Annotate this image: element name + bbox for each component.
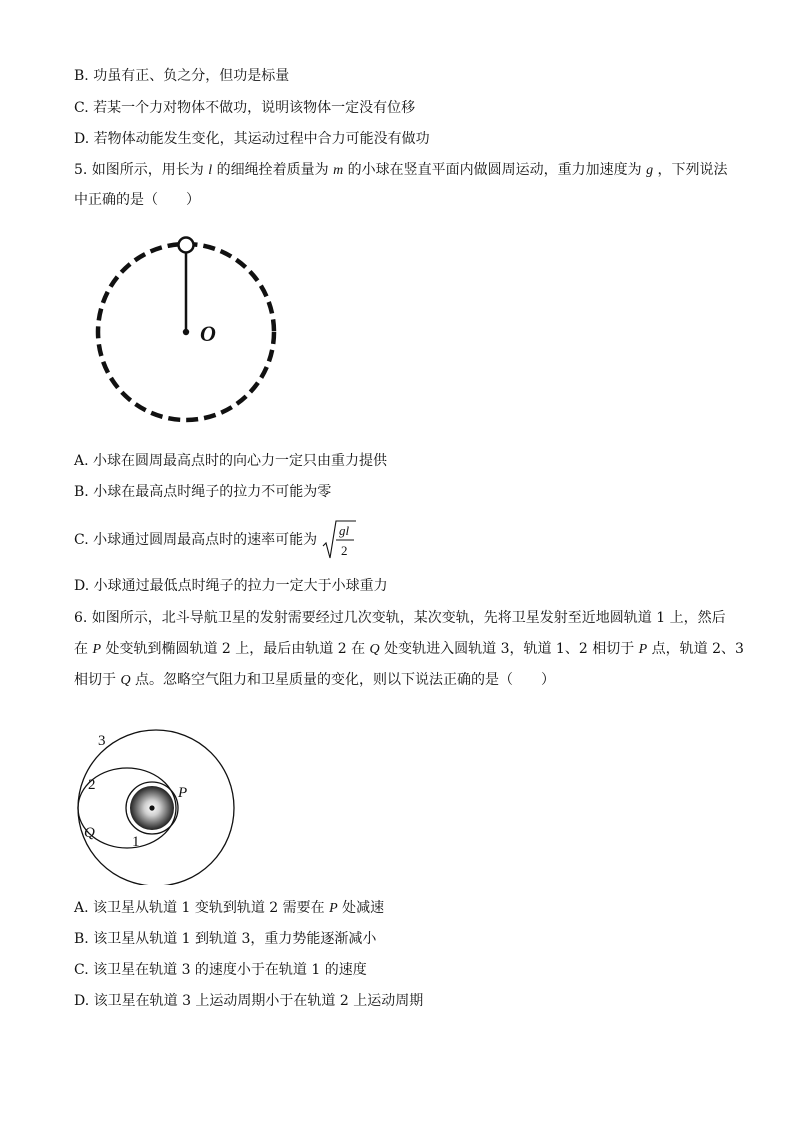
center-dot: [183, 329, 189, 335]
q6-var-q: Q: [369, 642, 380, 657]
point-q-label: Q: [84, 825, 95, 841]
q6-stem-text: 处变轨到椭圆轨道 2 上，最后由轨道 2 在: [105, 641, 366, 657]
q5-option-b: B. 小球在最高点时绳子的拉力不可能为零: [74, 484, 332, 500]
q5-stem-text: 5. 如图所示，用长为: [74, 162, 204, 178]
q6-stem-text: 点，轨道 2、3: [651, 641, 744, 657]
q6-option-a-text: 处减速: [342, 900, 385, 916]
q6-option-c: C. 该卫星在轨道 3 的速度小于在轨道 1 的速度: [74, 962, 367, 978]
q5-option-d: D. 小球通过最低点时绳子的拉力一定大于小球重力: [74, 578, 388, 594]
orbit-2-label: 2: [88, 777, 96, 793]
q6-var-q: Q: [120, 673, 131, 688]
q5-var-l: l: [208, 163, 213, 178]
earth-center-dot: [149, 805, 154, 810]
q6-var-p: P: [329, 901, 338, 916]
q6-stem-line2: [74, 639, 744, 660]
center-label: O: [200, 321, 216, 346]
q5-var-g: g: [646, 163, 654, 178]
q5-circle-figure: [90, 232, 290, 442]
q5-stem-line2: 中正确的是（ ）: [74, 192, 200, 208]
q6-orbit-figure: [70, 725, 245, 885]
q6-option-a: [74, 898, 384, 919]
q5-option-c: [74, 518, 356, 562]
q6-stem-line3: [74, 670, 555, 691]
q6-option-d: D. 该卫星在轨道 3 上运动周期小于在轨道 2 上运动周期: [74, 993, 424, 1009]
q6-stem-line1: 6. 如图所示，北斗导航卫星的发射需要经过几次变轨，某次变轨，先将卫星发射至近地圆轨道 1 上，然后: [74, 610, 726, 626]
q5-option-c-text: C. 小球通过圆周最高点时的速率可能为: [74, 532, 318, 548]
q5-stem-text: 的细绳拴着质量为: [216, 162, 329, 178]
q6-var-p: P: [92, 642, 102, 657]
q5-stem-text: 的小球在竖直平面内做圆周运动，重力加速度为: [347, 162, 642, 178]
q5-var-m: m: [333, 163, 344, 178]
q6-stem-text: 处变轨进入圆轨道 3，轨道 1、2 相切于: [384, 641, 635, 657]
ball: [179, 238, 194, 253]
q6-option-a-text: A. 该卫星从轨道 1 变轨到轨道 2 需要在: [74, 900, 325, 916]
orbit-3-label: 3: [98, 733, 106, 749]
sqrt-expression: [322, 518, 356, 562]
q5-stem-text: ，下列说法: [657, 162, 728, 178]
q6-stem-text: 在: [74, 641, 88, 657]
q5-option-a: A. 小球在圆周最高点时的向心力一定只由重力提供: [74, 453, 388, 469]
q6-var-p: P: [638, 642, 648, 657]
prev-option-d: D. 若物体动能发生变化，其运动过程中合力可能没有做功: [74, 131, 430, 147]
orbit-1-label: 1: [132, 834, 140, 850]
q6-option-b: B. 该卫星从轨道 1 到轨道 3，重力势能逐渐减小: [74, 931, 377, 947]
q6-stem-text: 相切于: [74, 672, 116, 688]
prev-option-b: B. 功虽有正、负之分，但功是标量: [74, 68, 290, 84]
sqrt-sign: [322, 518, 356, 562]
q6-stem-text: 点。忽略空气阻力和卫星质量的变化，则以下说法正确的是（ ）: [135, 672, 556, 688]
prev-option-c: C. 若某一个力对物体不做功，说明该物体一定没有位移: [74, 100, 416, 116]
point-p-label: P: [178, 785, 188, 801]
fraction-denominator: 2: [340, 543, 348, 558]
fraction-numerator: gl: [338, 523, 349, 538]
q5-stem-line1: [74, 160, 728, 181]
